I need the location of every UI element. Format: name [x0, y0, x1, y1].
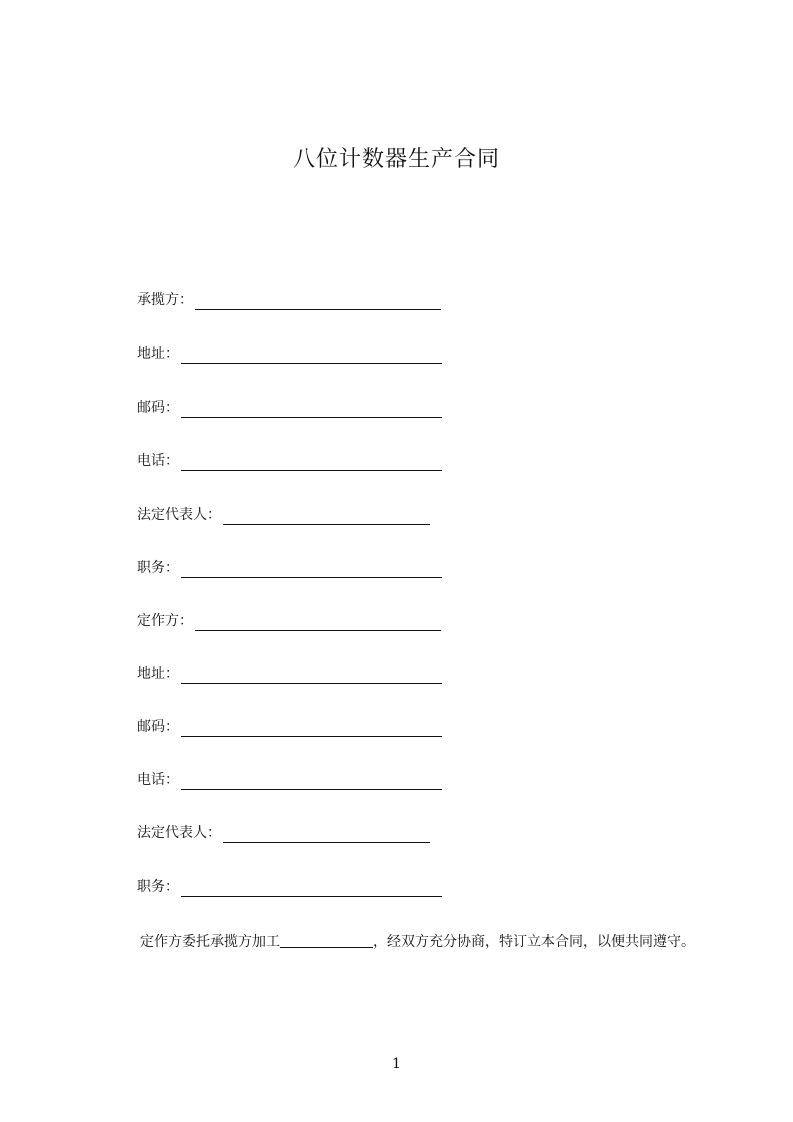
- client-party-blank: [195, 615, 441, 631]
- contractor-phone-blank: [181, 455, 442, 471]
- intro-text-before: 定作方委托承揽方加工: [140, 934, 280, 950]
- contractor-postcode-field: [137, 398, 442, 418]
- client-address-field: [137, 664, 442, 684]
- contractor-legal-rep-label: 法定代表人：: [137, 507, 221, 523]
- contractor-postcode-blank: [181, 402, 442, 418]
- client-party-field: [137, 611, 441, 631]
- contractor-address-blank: [181, 348, 442, 364]
- contractor-phone-field: [137, 451, 442, 471]
- contractor-address-label: 地址：: [137, 346, 179, 362]
- client-postcode-field: [137, 717, 442, 737]
- client-phone-field: [137, 770, 442, 790]
- contractor-address-field: [137, 344, 442, 364]
- contractor-legal-rep-field: [137, 505, 430, 525]
- client-position-field: [137, 877, 442, 897]
- document-title: 八位计数器生产合同: [292, 147, 500, 172]
- page-number: 1: [392, 1056, 401, 1072]
- contractor-party-field: [137, 290, 441, 310]
- client-postcode-blank: [181, 721, 442, 737]
- client-party-label: 定作方：: [137, 613, 193, 629]
- contractor-legal-rep-blank: [223, 509, 430, 525]
- contractor-party-blank: [195, 294, 441, 310]
- contractor-position-blank: [181, 562, 442, 578]
- intro-text-after: ，经双方充分协商，特订立本合同，以便共同遵守。: [373, 934, 695, 950]
- client-position-label: 职务：: [137, 879, 179, 895]
- product-blank: [280, 933, 373, 948]
- client-legal-rep-field: [137, 823, 430, 843]
- client-address-blank: [181, 668, 442, 684]
- contractor-party-label: 承揽方：: [137, 292, 193, 308]
- contractor-phone-label: 电话：: [137, 453, 179, 469]
- client-phone-blank: [181, 774, 442, 790]
- client-position-blank: [181, 881, 442, 897]
- client-postcode-label: 邮码：: [137, 719, 179, 735]
- client-phone-label: 电话：: [137, 772, 179, 788]
- contractor-postcode-label: 邮码：: [137, 400, 179, 416]
- contractor-position-label: 职务：: [137, 560, 179, 576]
- contractor-position-field: [137, 558, 442, 578]
- client-address-label: 地址：: [137, 666, 179, 682]
- intro-paragraph: [105, 930, 705, 955]
- client-legal-rep-blank: [223, 827, 430, 843]
- client-legal-rep-label: 法定代表人：: [137, 825, 221, 841]
